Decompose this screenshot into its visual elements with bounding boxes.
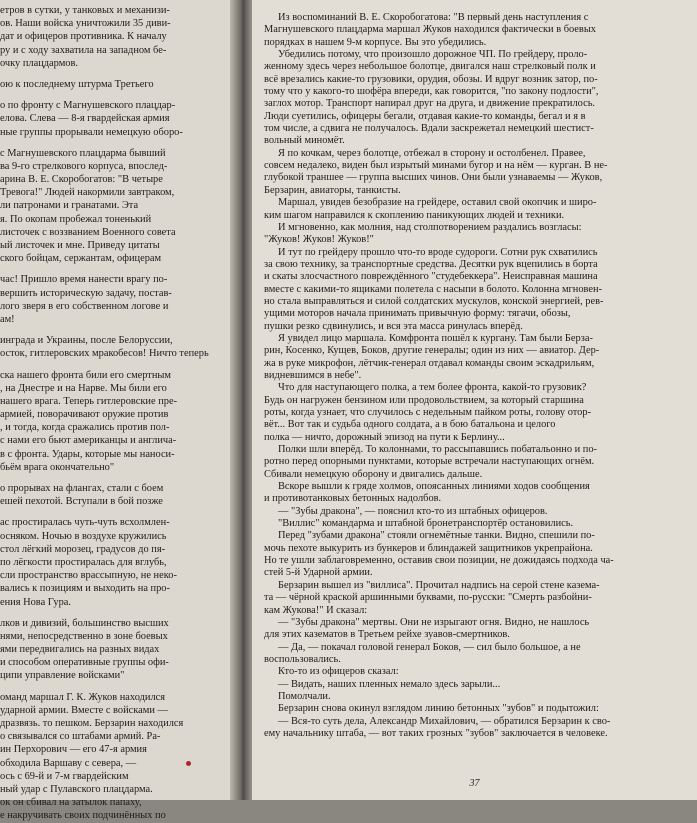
text-line: с Магнушевского плацдарма бывший bbox=[0, 147, 166, 159]
text-line: ою к последнему штурма Третьего bbox=[0, 78, 154, 90]
text-line: ким шагом направился к скоплению паникующих людей и техники. bbox=[264, 209, 565, 221]
text-line: вольный миномёт. bbox=[264, 135, 345, 147]
text-line: елова. Слева — 8-я гвардейская армия bbox=[0, 113, 170, 125]
text-line: — "Зубы дракона", — пояснил кто-то из штабных офицеров. bbox=[278, 505, 548, 517]
text-line: дат и офицеров противника. К началу bbox=[0, 31, 167, 43]
text-line: Помолчали. bbox=[278, 690, 331, 702]
text-line: етров в сутки, у танковых и механизи- bbox=[0, 5, 170, 16]
text-line: ось с 69-й и 7-м гвардейским bbox=[0, 770, 129, 782]
text-line: ный удар с Пулавского плацдарма. bbox=[0, 783, 153, 795]
text-line: обходила Варшаву с севера, — bbox=[0, 757, 137, 769]
text-line: лого зверя в его собственном логове и bbox=[0, 300, 169, 312]
text-line: ями передвигались на разных видах bbox=[0, 644, 160, 656]
text-line: Полки шли вперёд. То колоннами, то рассыпавшись побатальонно и по- bbox=[278, 444, 598, 456]
text-line: ского бойцам, сержантам, офицерам bbox=[0, 253, 162, 265]
text-line: вёт... Вот так и судьба одного солдата, а в бою батальона и целого bbox=[264, 419, 556, 431]
text-line: ам! bbox=[0, 313, 15, 325]
text-line: Берзарин, авиаторы, танкисты. bbox=[264, 184, 401, 196]
right-page-text bbox=[264, 12, 689, 740]
text-line: Из воспоминаний В. Е. Скоробогатова: "В первый день наступления с bbox=[278, 12, 589, 23]
text-line: за свою технику, за транспортные средства. Десятки рук вцепились в борта bbox=[264, 258, 598, 270]
text-line: вершить историческую задачу, постав- bbox=[0, 287, 172, 299]
text-line: заглох мотор. Транспорт напирал друг на друга, и движение прекратилось. bbox=[264, 98, 596, 110]
text-line: ва 9-го стрелкового корпуса, впослед- bbox=[0, 160, 168, 172]
text-line: ска нашего фронта били его смертным bbox=[0, 369, 171, 381]
text-line: пушки резко сдвинулись, и вся эта масса ринулась вперёд. bbox=[264, 320, 523, 332]
text-line: ударной армии. Вместе с войсками — bbox=[0, 704, 168, 716]
text-line: дразвязь. то пешком. Берзарин находился bbox=[0, 718, 184, 729]
paragraph-gap bbox=[0, 265, 226, 273]
text-line: ов. Наши войска уничтожили 35 диви- bbox=[0, 18, 171, 30]
text-line: рин, Косенко, Кущев, Боков, другие генералы; один из них — авиатор. Дер- bbox=[264, 345, 600, 357]
text-line: , и тогда, когда сражались против пол- bbox=[0, 422, 170, 434]
text-line: — Да, — покачал головой генерал Боков, — сил было большое, а не bbox=[278, 641, 581, 653]
paragraph-gap bbox=[0, 508, 226, 516]
text-line: ас простиралась чуть-чуть всхолмлен- bbox=[0, 517, 170, 529]
text-line: осняком. Ночью в воздухе кружились bbox=[0, 530, 167, 542]
text-line: с нами его бьют американцы и англича- bbox=[0, 435, 177, 447]
text-line: сли пространство врассыпную, не неко- bbox=[0, 570, 177, 582]
text-line: И мгновенно, как молния, над столпотворением раздались возгласы: bbox=[278, 221, 582, 233]
text-line: ципи управление войсками" bbox=[0, 670, 125, 682]
text-line: ему начальнику штаба, — вот таких грозных "зубов" заключается в человеке. bbox=[264, 727, 608, 739]
text-line: Что для наступающего полка, а тем более фронта, какой-то грузовик? bbox=[278, 382, 587, 394]
text-line: воспользовались. bbox=[264, 653, 341, 665]
text-line: тому что у какого-то шофёра впереди, как говорится, "по закону подлости", bbox=[264, 86, 599, 98]
text-line: осток, гитлеровских мракобесов! Ничто теперь bbox=[0, 348, 209, 360]
text-line: вместе с какими-то ящиками полетела с насыпи в болото. Колонна мгновен- bbox=[264, 283, 603, 295]
text-line: час! Пришло время нанести врагу по- bbox=[0, 274, 168, 286]
text-line: ин Перхорович — его 47-я армия bbox=[0, 744, 147, 756]
text-line: — Видать, наших пленных немало здесь зарыли... bbox=[278, 678, 501, 690]
text-line: я. По окопам пробежал тоненький bbox=[0, 213, 152, 225]
text-line: Будь он нагружен бензином или продовольствием, за который старшина bbox=[264, 394, 584, 406]
text-line: мочь пехоте выкурить из бункеров и блиндажей защитников укрепрайона. bbox=[264, 542, 593, 554]
text-line: ешей пехотой. Вступали в бой позже bbox=[0, 496, 163, 508]
left-page-text bbox=[0, 4, 226, 823]
text-line: И тут по грейдеру прошло что-то вроде судороги. Сотни рук схватились bbox=[278, 246, 598, 258]
text-line: Тревога!" Людей накормили завтраком, bbox=[0, 187, 175, 199]
text-line: по лёгкости простиралась для вглубь, bbox=[0, 556, 167, 568]
text-line: но стала выправляться и силой солдатских мускулов, конской энергией, рев- bbox=[264, 295, 604, 307]
text-line: вались к позициям и выходить на про- bbox=[0, 583, 170, 595]
text-line: Берзарин вышел из "виллиса". Прочитал надпись на серой стене казема- bbox=[278, 579, 600, 591]
paragraph-gap bbox=[0, 139, 226, 147]
text-line: нашего врага. Теперь гитлеровские пре- bbox=[0, 395, 178, 407]
paragraph-gap bbox=[0, 70, 226, 78]
text-line: жа в руке микрофон, лётчик-генерал отдавал команды своим эскадрильям, bbox=[264, 357, 595, 369]
text-line: ущими моторов начала принимать привычную форму: тягачи, обозы, bbox=[264, 308, 571, 320]
right-page bbox=[252, 0, 697, 800]
text-line: е накручивать своих подчинённых по bbox=[0, 810, 166, 822]
text-line: лков и дивизий, большинство высших bbox=[0, 617, 169, 629]
text-line: Сбивали немецкую оборону и двигались дальше. bbox=[264, 468, 483, 480]
text-line: очку плацдармов. bbox=[0, 57, 78, 69]
text-line: листочек с воззванием Военного совета bbox=[0, 226, 176, 238]
text-line: женному здесь через небольшое болотце, двигался наш стрелковый полк и bbox=[264, 61, 596, 73]
text-line: Но те ушли заблаговременно, оставив свои позиции, не дожидаясь подхода ча- bbox=[264, 555, 614, 567]
text-line: ли патронами и гранатами. Эта bbox=[0, 200, 139, 212]
text-line: о прорывах на флангах, стали с боем bbox=[0, 483, 164, 494]
text-line: Кто-то из офицеров сказал: bbox=[278, 666, 399, 678]
text-line: совсем недалеко, виден был изрытый минами бугор и на нём — курган. В не- bbox=[264, 160, 608, 172]
text-line: Берзарин снова окинул взглядом линию бетонных "зубов" и подытожил: bbox=[278, 703, 599, 715]
text-line: Вскоре вышли к гряде холмов, опоясанных линиями ходов сообщения bbox=[278, 481, 590, 493]
text-line: — "Зубы дракона" мертвы. Они не изрыгают огня. Видно, не нашлось bbox=[278, 616, 590, 628]
text-line: "Виллис" командарма и штабной бронетранспортёр остановились. bbox=[278, 518, 574, 530]
text-line: Я по кочкам, через болотце, отбежал в сторону и остолбенел. Правее, bbox=[278, 147, 586, 159]
text-line: та — чёрной краской аршинными буквами, по-русски: "Смерть разбойни- bbox=[264, 592, 592, 604]
text-line: о связывался со штабами армий. Ра- bbox=[0, 731, 161, 743]
text-line: кам Жукова!" И сказал: bbox=[264, 604, 368, 616]
text-line: порядках в нашем 9-м корпусе. Вы это убедились. bbox=[264, 36, 487, 48]
text-line: ру и с ходу захватила на западном бе- bbox=[0, 44, 167, 56]
text-line: стей 5-й Ударной армии. bbox=[264, 567, 373, 579]
text-line: нями, непосредственно в зоне боевых bbox=[0, 630, 168, 642]
text-line: о по фронту с Магнушевского плацдар- bbox=[0, 100, 176, 112]
text-line: ные группы прорывали немецкую оборо- bbox=[0, 126, 183, 138]
text-line: Убедились потому, что произошло дорожное ЧП. По грейдеру, проло- bbox=[278, 49, 588, 61]
text-line: Магнушевского плацдарма маршал Жуков находился фактически в боевых bbox=[264, 24, 597, 36]
text-line: армией, поворачивают оружие против bbox=[0, 409, 169, 421]
text-line: Маршал, увидев безобразие на грейдере, оставил свой окопчик и широ- bbox=[278, 197, 597, 209]
paragraph-gap bbox=[0, 609, 226, 617]
text-line: арина В. Е. Скоробогатов: "В четыре bbox=[0, 174, 163, 186]
text-line: полка — ничто, дорожный эпизод на пути к Берлину... bbox=[264, 431, 505, 443]
text-line: всё врезались какие-то грузовики, орудия, обозы. И вдруг возник затор, по- bbox=[264, 73, 598, 85]
text-line: Перед "зубами дракона" стояли огнемётные танки. Видно, спешили по- bbox=[278, 530, 595, 542]
text-line: "Жуков! Жуков! Жуков!" bbox=[264, 234, 374, 246]
ink-stain bbox=[186, 761, 191, 766]
text-line: и скаты злосчастного повреждённого "студебеккера". Неисправная машина bbox=[264, 271, 598, 283]
left-page bbox=[0, 0, 232, 822]
text-line: инграда и Украины, после Белоруссии, bbox=[0, 335, 173, 347]
text-line: видневшимся в небе". bbox=[264, 369, 362, 381]
text-line: , на Днестре и на Нарве. Мы били его bbox=[0, 382, 167, 394]
text-line: для этих казематов в Третьем рейхе зуавов-смертников. bbox=[264, 629, 510, 641]
text-line: — Вся-то суть дела, Александр Михайлович, — обратился Берзарин к сво- bbox=[278, 715, 611, 727]
paragraph-gap bbox=[0, 361, 226, 369]
paragraph-gap bbox=[0, 91, 226, 99]
text-line: ок он сбивал на затылок папаху, bbox=[0, 797, 142, 809]
paragraph-gap bbox=[0, 474, 226, 482]
book-gutter bbox=[230, 0, 254, 800]
text-line: и противотанковых бетонных надолбов. bbox=[264, 493, 442, 505]
text-line: ый листочек и мне. Приведу цитаты bbox=[0, 240, 160, 251]
text-line: стол лёгкий морозец, градусов до пя- bbox=[0, 543, 166, 555]
text-line: том числе, а сдвига не получалось. Вдали заскрежетал немецкий шестист- bbox=[264, 123, 594, 135]
text-line: в с фронта. Удары, которые мы наноси- bbox=[0, 448, 175, 460]
text-line: Я увидел лицо маршала. Комфронта пошёл к кургану. Там были Берза- bbox=[278, 332, 593, 344]
text-line: глубокой траншее — группа высших чинов. Они были узнаваемы — Жуков, bbox=[264, 172, 603, 184]
text-line: Люди суетились, офицеры бегали, отдавая какие-то команды, бегал и я в bbox=[264, 110, 586, 122]
text-line: бьём врага окончательно" bbox=[0, 461, 115, 473]
text-line: ения Нова Гура. bbox=[0, 596, 71, 608]
text-line: и способом оперативные группы офи- bbox=[0, 657, 169, 669]
page-number: 37 bbox=[469, 778, 480, 789]
text-line: ротно перед опорными пунктами, которые встречали наступающих огнём. bbox=[264, 456, 595, 468]
text-line: оманд маршал Г. К. Жуков находился bbox=[0, 691, 166, 703]
paragraph-gap bbox=[0, 683, 226, 691]
text-line: роты, когда узнает, что случилось с недельным пайком роты, голову отор- bbox=[264, 407, 592, 418]
paragraph-gap bbox=[0, 326, 226, 334]
